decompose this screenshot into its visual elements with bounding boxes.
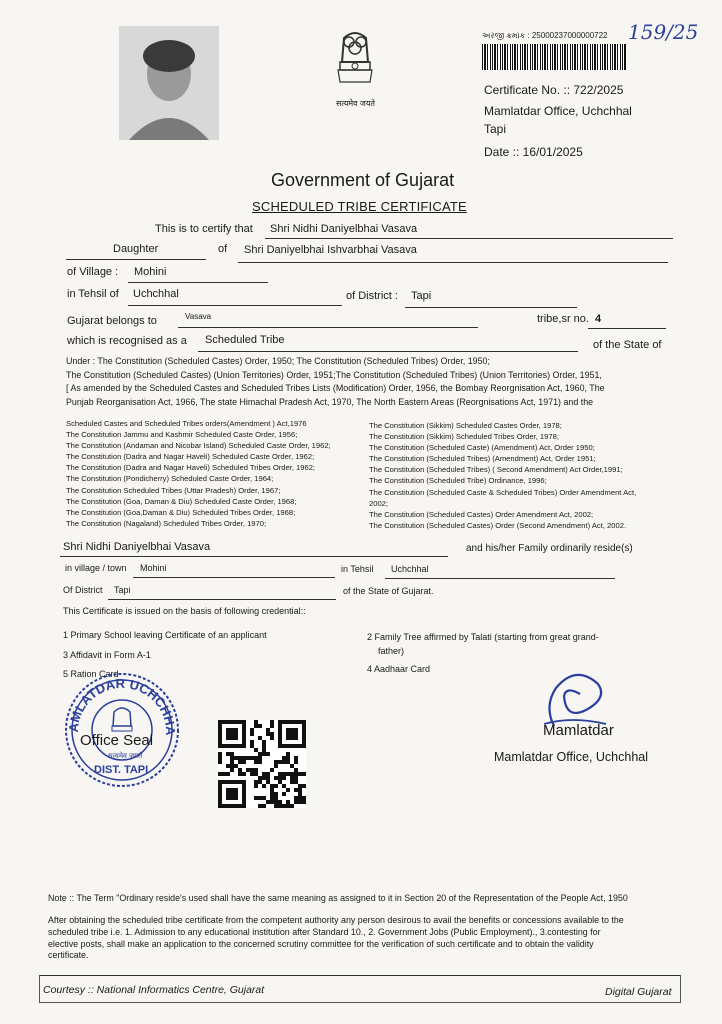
- seal-motto: सत्यमेव जयते: [108, 753, 143, 760]
- credential-1: 1 Primary School leaving Certificate of an applicant: [63, 630, 267, 640]
- office-seal-label: Office Seal: [80, 732, 154, 749]
- footer-digital: Digital Gujarat: [605, 986, 672, 998]
- tribe-sr: 4: [595, 313, 602, 325]
- parent-name: Shri Daniyelbhai Ishvarbhai Vasava: [244, 244, 417, 256]
- credential-2: 2 Family Tree affirmed by Talati (starting from great grand-: [367, 632, 599, 642]
- state-gujarat: of the State of Gujarat.: [343, 586, 434, 596]
- of-label: of: [218, 243, 228, 255]
- tribe-sr-label: tribe,sr no.: [537, 313, 589, 325]
- credential-3: 3 Affidavit in Form A-1: [63, 650, 151, 660]
- in-tehsil-label: in Tehsil: [341, 564, 374, 574]
- emblem-motto: सत्यमेव जयते: [336, 99, 375, 108]
- of-district-label: Of District: [63, 585, 103, 595]
- orders-right: The Constitution (Sikkim) Scheduled Castes Order, 1978; The Constitution (Sikkim) Scheduled Tribes Order, 1978; The Constitution (Scheduled Caste) (Amendment) Act, Order 1950; The Constitution (Scheduled Tribes) (Amendment) Act, Order 1951; The Constitution (Scheduled Tribes) ( Second Amendment) Act Order,1991; The Constitution (Scheduled Tribe) Ordinance, 1996; The Constitution (Scheduled Caste & Scheduled Tribes) Order Amendment Act, 2002; The Constitution (Scheduled Castes) Order Amendment Act, 2002; The Constitution (Scheduled Castes) Order (Second Amendment) Act, 2002.: [369, 421, 637, 530]
- recognised-as: Scheduled Tribe: [205, 334, 285, 346]
- credential-2-cont: father): [378, 646, 405, 656]
- credential-intro: This Certificate is issued on the basis of following credential::: [63, 606, 306, 616]
- tehsil: Uchchhal: [133, 288, 179, 300]
- relation: Daughter: [113, 243, 159, 255]
- belongs-label: Gujarat belongs to: [67, 315, 157, 327]
- village-label: of Village :: [67, 266, 119, 278]
- government-title: Government of Gujarat: [271, 170, 455, 190]
- handwritten-ref: 159/25: [628, 20, 699, 44]
- credential-5: 5 Ration Card: [63, 669, 119, 679]
- certificate-title: SCHEDULED TRIBE CERTIFICATE: [252, 199, 467, 214]
- state-of-label: of the State of: [593, 339, 662, 351]
- reside-label: and his/her Family ordinarily reside(s): [466, 543, 633, 554]
- certify-prefix: This is to certify that: [155, 223, 253, 235]
- note-paragraph: After obtaining the scheduled tribe certificate from the competent authority any person desirous to avail the benefits or concessions available to the scheduled tribe i.e. 1. Admission to any educational institution after Standard 10., 2. Government Jobs (Public Employment)., 3.contesting for elective posts, shall make an application to the concerned scrutiny committee for the verification of such certificate and to obtain the validity certificate.: [48, 915, 624, 961]
- office-line1: Mamlatdar Office, Uchchhal: [484, 104, 632, 118]
- recognised-label: which is recognised as a: [67, 335, 187, 347]
- signatory-office: Mamlatdar Office, Uchchhal: [494, 750, 648, 764]
- credential-4: 4 Aadhaar Card: [367, 664, 431, 674]
- resident-name: Shri Nidhi Daniyelbhai Vasava: [63, 541, 211, 553]
- national-emblem: [330, 28, 380, 98]
- applicant-photo: [119, 26, 219, 140]
- res-tehsil: Uchchhal: [391, 564, 429, 574]
- note-line: Note :: The Term "Ordinary reside's used shall have the same meaning as assigned to it in Section 20 of the Representation of the People Act, 1950: [48, 893, 628, 903]
- footer-courtesy: Courtesy :: National Informatics Centre, Gujarat: [43, 984, 265, 996]
- res-district: Tapi: [114, 585, 131, 595]
- certificate-date: Date :: 16/01/2025: [484, 145, 583, 159]
- certificate-number: Certificate No. :: 722/2025: [484, 83, 624, 97]
- seal-top-text: AMLATDAR UCHCHHA: [65, 675, 179, 736]
- office-line2: Tapi: [484, 122, 507, 136]
- district: Tapi: [411, 290, 432, 302]
- village-town-label: in village / town: [65, 563, 127, 573]
- res-village: Mohini: [140, 563, 167, 573]
- qr-code: [218, 720, 306, 808]
- signatory-title: Mamlatdar: [543, 722, 614, 739]
- orders-left: Scheduled Castes and Scheduled Tribes orders(Amendment ) Act,1976 The Constitution Jammu and Kashmir Scheduled Caste Order, 1956; The Constitution (Andaman and Nicobar Island) Scheduled Caste Order, 1962; The Constitution (Dadra and Nagar Haveli) Scheduled Caste Order, 1962; The Constitution (Dadra and Nagar Haveli) Scheduled Tribes Order, 1962; The Constitution (Pondicherry) Scheduled Caste Order, 1964; The Constitution Scheduled Tribes (Uttar Pradesh) Order, 1967; The Constitution (Goa, Daman & Diu) Scheduled Caste Order, 1968; The Constitution (Goa,Daman & Diu) Scheduled Tribes Order, 1968; The Constitution (Nagaland) Scheduled Tribes Order, 1970;: [66, 419, 331, 528]
- application-number: અરજી ક્રમાંક : 25000237000000722: [482, 31, 608, 40]
- tehsil-label: in Tehsil of: [67, 288, 119, 300]
- district-label: of District :: [346, 290, 398, 302]
- seal-bottom-text: DIST. TAPI: [94, 764, 149, 776]
- village: Mohini: [134, 266, 167, 278]
- tribe-name: Vasava: [185, 312, 212, 321]
- under-paragraph: Under : The Constitution (Scheduled Castes) Order, 1950; The Constitution (Scheduled Tribes) Order, 1950; The Constitution (Scheduled Castes) (Union Territories) Order, 1951;The Constitution (Scheduled Tribes) (Union Territories) Order, 1951, [ As amended by the Scheduled Castes and Scheduled Tribes Lists (Modification) Order, 1956, the Bombay Reorgnisation Act, 1960, The Punjab Reorganisation Act, 1966, The state Himachal Pradesh Act, 1970, The North Eastern Areas (Reorgnisations Act, 1971) and the: [66, 356, 605, 407]
- barcode: [482, 44, 626, 70]
- applicant-name: Shri Nidhi Daniyelbhai Vasava: [270, 223, 418, 235]
